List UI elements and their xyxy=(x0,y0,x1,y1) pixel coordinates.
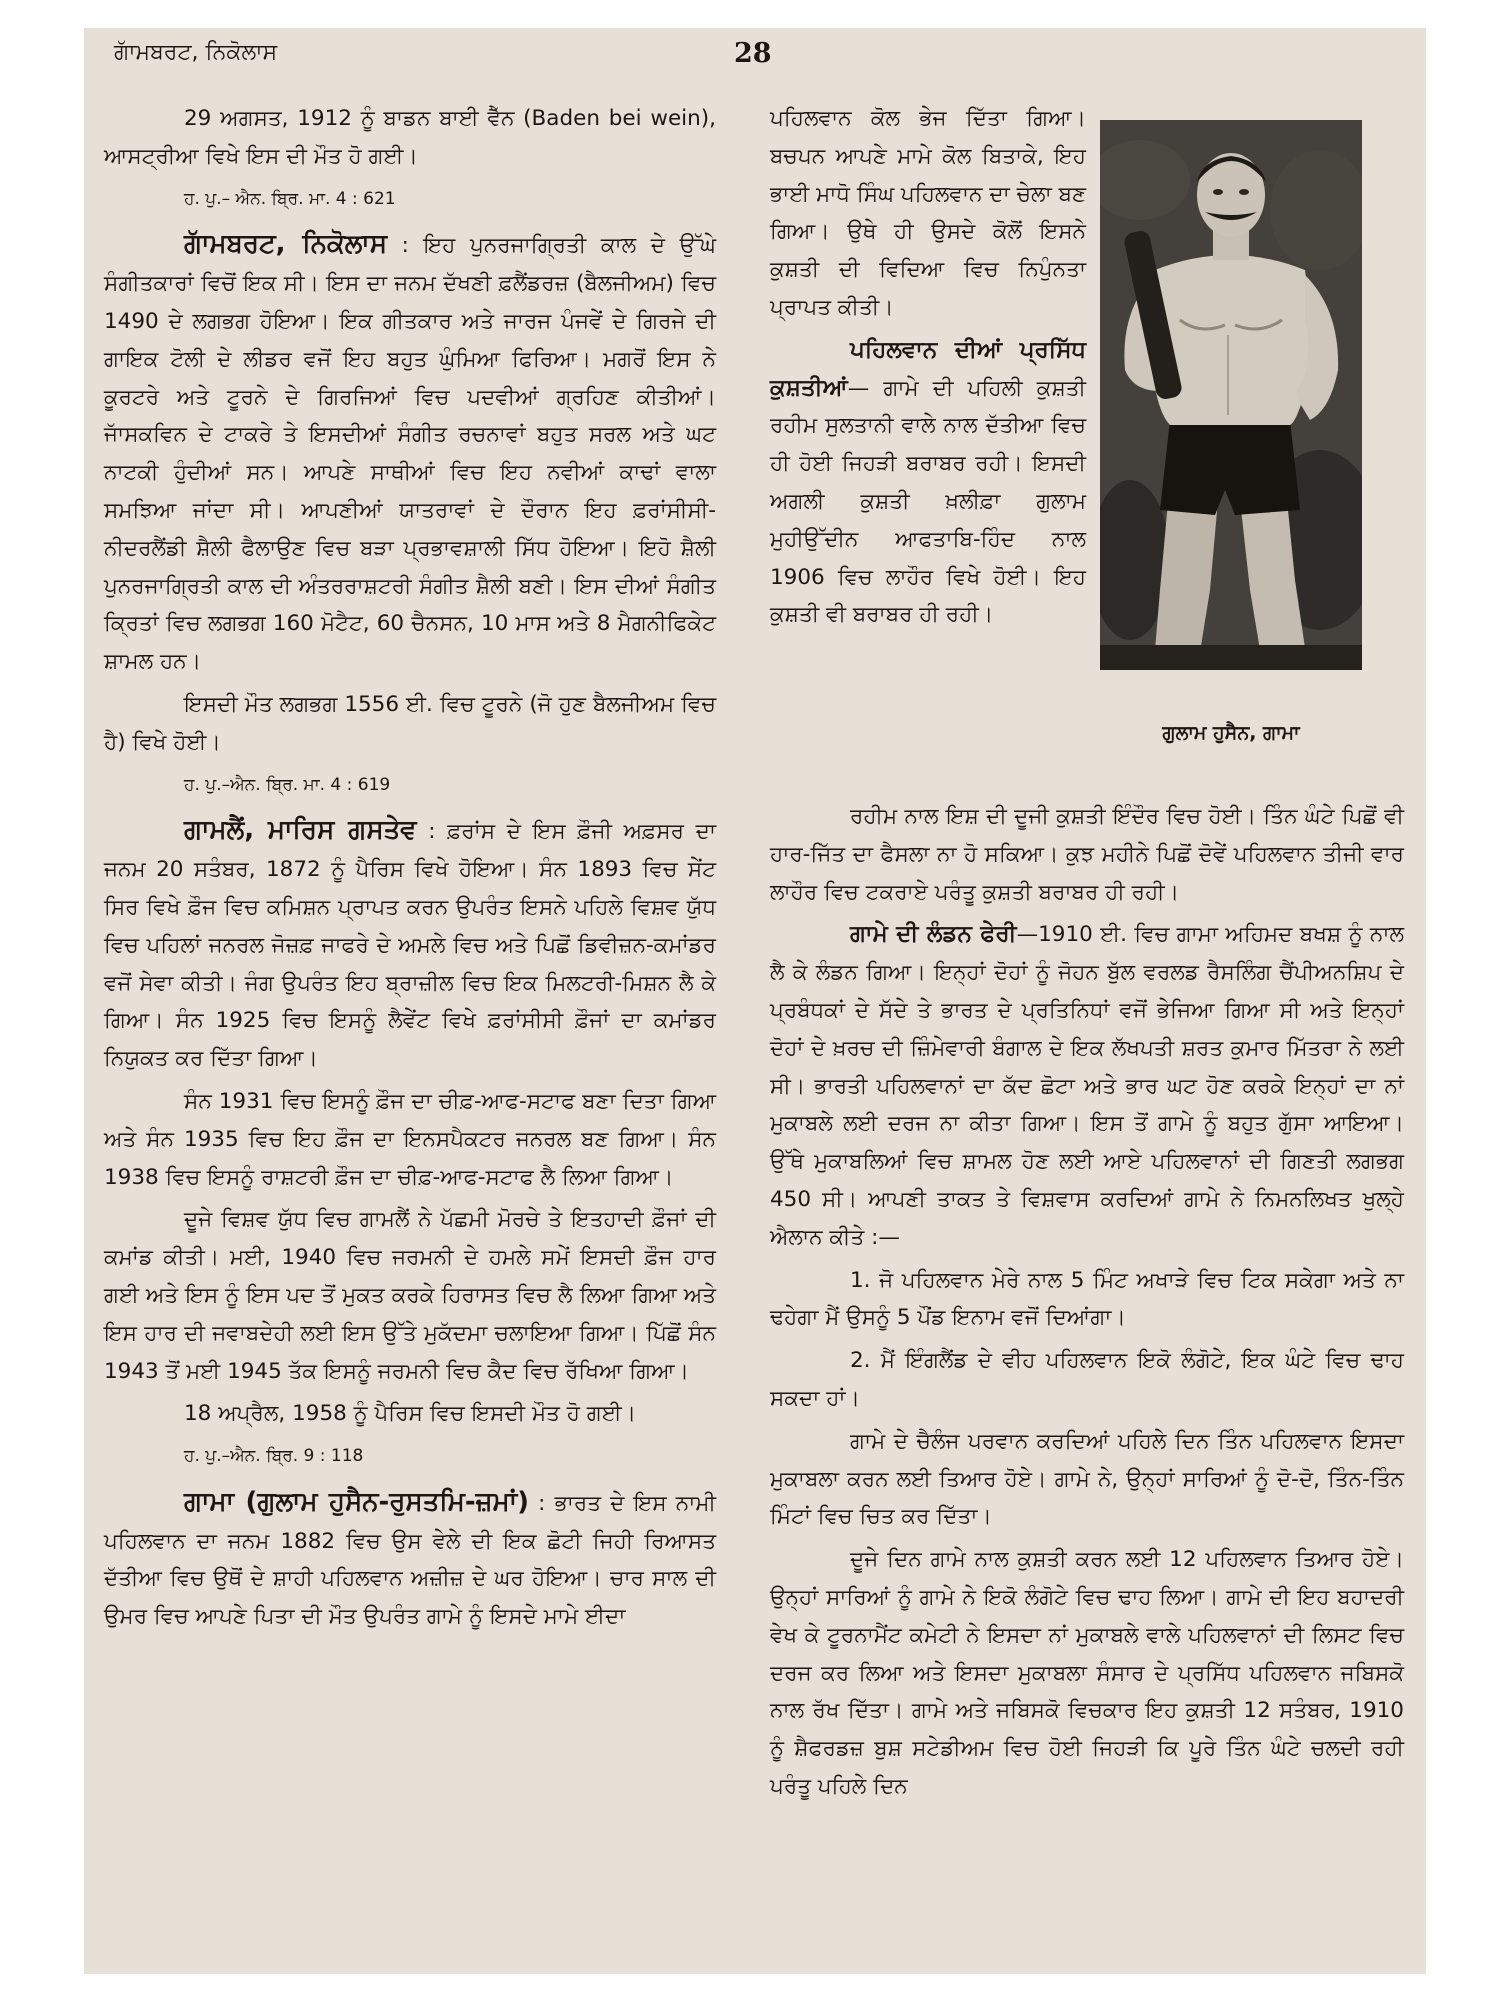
subsection-famous-bouts xyxy=(770,332,1086,634)
subsection-text: — ਗਾਮੇ ਦੀ ਪਹਿਲੀ ਕੁਸ਼ਤੀ ਰਹੀਮ ਸੁਲਤਾਨੀ ਵਾਲੇ ਨਾਲ ਦੱਤੀਆ ਵਿਚ ਹੀ ਹੋਈ ਜਿਹੜੀ ਬਰਾਬਰ ਰਹੀ। ਇਸਦੀ ਅਗਲੀ ਕੁਸ਼ਤੀ ਖ਼ਲੀਫ਼ਾ ਗੁਲਾਮ ਮੁਹੀਉੱਦੀਨ ਆਫਤਾਬਿ-ਹਿੰਦ ਨਾਲ 1906 ਵਿਚ ਲਾਹੌਰ ਵਿਖੇ ਹੋਈ। ਇਹ ਕੁਸ਼ਤੀ ਵੀ ਬਰਾਬਰ ਹੀ ਰਹੀ। xyxy=(770,375,1086,628)
running-head: ਗਾੱਮਬਰਟ, ਨਿਕੋਲਾਸ xyxy=(114,40,278,65)
reference: ਹ. ਪੁ.–ਐਨ. ਬ੍ਰਿ. 9 : 118 xyxy=(184,1446,364,1467)
paragraph: 18 ਅਪ੍ਰੈਲ, 1958 ਨੂੰ ਪੈਰਿਸ ਵਿਚ ਇਸਦੀ ਮੌਤ ਹੋ ਗਈ। xyxy=(184,1401,637,1427)
paragraph: ਦੂਜੇ ਦਿਨ ਗਾਮੇ ਨਾਲ ਕੁਸ਼ਤੀ ਕਰਨ ਲਈ 12 ਪਹਿਲਵਾਨ ਤਿਆਰ ਹੋਏ। ਉਨ੍ਹਾਂ ਸਾਰਿਆਂ ਨੂੰ ਗਾਮੇ ਨੇ ਇਕੋ ਲੰਗੋਟੇ ਵਿਚ ਢਾਹ ਲਿਆ। ਗਾਮੇ ਦੀ ਇਹ ਬਹਾਦਰੀ ਵੇਖ ਕੇ ਟੂਰਨਾਮੈਂਟ ਕਮੇਟੀ ਨੇ ਇਸਦਾ ਨਾਂ ਮੁਕਾਬਲੇ ਵਾਲੇ ਪਹਿਲਵਾਨਾਂ ਦੀ ਲਿਸਟ ਵਿਚ ਦਰਜ ਕਰ ਲਿਆ ਅਤੇ ਇਸਦਾ ਮੁਕਾਬਲਾ ਸੰਸਾਰ ਦੇ ਪ੍ਰਸਿੱਧ ਪਹਿਲਵਾਨ ਜਬਿਸਕੋ ਨਾਲ ਰੱਖ ਦਿੱਤਾ। ਗਾਮੇ ਅਤੇ ਜਬਿਸਕੋ ਵਿਚਕਾਰ ਇਹ ਕੁਸ਼ਤੀ 12 ਸਤੰਬਰ, 1910 ਨੂੰ ਸ਼ੈਫਰਡਜ਼ ਬੁਸ਼ ਸਟੇਡੀਅਮ ਵਿਚ ਹੋਈ ਜਿਹੜੀ ਕਿ ਪੂਰੇ ਤਿੰਨ ਘੰਟੇ ਚਲਦੀ ਰਹੀ ਪਰੰਤੂ ਪਹਿਲੇ ਦਿਨ xyxy=(770,1547,1404,1799)
right-column-bottom xyxy=(770,798,1404,1811)
entry-gama xyxy=(104,1484,716,1636)
photo-caption: ਗੁਲਾਮ ਹੁਸੈਨ, ਗਾਮਾ xyxy=(1162,722,1300,744)
subsection-london-visit xyxy=(770,916,1404,1256)
right-column-top xyxy=(770,100,1086,639)
subsection-heading: ਪਹਿਲਵਾਨ ਦੀਆਂ ਪ੍ਰਸਿੱਧ ਕੁਸ਼ਤੀਆਂ xyxy=(770,336,1086,401)
reference: ਹ. ਪੁ.–ਐਨ. ਬ੍ਰਿ. ਮਾ. 4 : 619 xyxy=(184,774,391,795)
entry-headword: ਗਾਮਲੈਂ, ਮਾਰਿਸ ਗਸਤੇਵ xyxy=(184,815,417,846)
entry-text: : ਫ਼ਰਾਂਸ ਦੇ ਇਸ ਫ਼ੌਜੀ ਅਫ਼ਸਰ ਦਾ ਜਨਮ 20 ਸਤੰਬਰ, 1872 ਨੂੰ ਪੈਰਿਸ ਵਿਖੇ ਹੋਇਆ। ਸੰਨ 1893 ਵਿਚ ਸੇਂਟ ਸਿਰ ਵਿਖੇ ਫ਼ੌਜ ਵਿਚ ਕਮਿਸ਼ਨ ਪ੍ਰਾਪਤ ਕਰਨ ਉਪਰੰਤ ਇਸਨੇ ਪਹਿਲੇ ਵਿਸ਼ਵ ਯੁੱਧ ਵਿਚ ਪਹਿਲਾਂ ਜਨਰਲ ਜੋਜ਼ਫ਼ ਜਾਫਰੇ ਦੇ ਅਮਲੇ ਵਿਚ ਅਤੇ ਪਿਛੋਂ ਡਿਵੀਜ਼ਨ-ਕਮਾਂਡਰ ਵਜੋਂ ਸੇਵਾ ਕੀਤੀ। ਜੰਗ ਉਪਰੰਤ ਇਹ ਬ੍ਰਾਜ਼ੀਲ ਵਿਚ ਇਕ ਮਿਲਟਰੀ-ਮਿਸ਼ਨ ਲੈ ਕੇ ਗਿਆ। ਸੰਨ 1925 ਵਿਚ ਇਸਨੂੰ ਲੈਵੇਂਟ ਵਿਖੇ ਫ਼ਰਾਂਸੀਸੀ ਫ਼ੌਜਾਂ ਦਾ ਕਮਾਂਡਰ ਨਿਯੁਕਤ ਕਰ ਦਿੱਤਾ ਗਿਆ। xyxy=(104,819,716,1072)
paragraph: ਸੰਨ 1931 ਵਿਚ ਇਸਨੂੰ ਫ਼ੌਜ ਦਾ ਚੀਫ਼-ਆਫ-ਸਟਾਫ ਬਣਾ ਦਿਤਾ ਗਿਆ ਅਤੇ ਸੰਨ 1935 ਵਿਚ ਇਹ ਫ਼ੌਜ ਦਾ ਇਨਸਪੈਕਟਰ ਜਨਰਲ ਬਣ ਗਿਆ। ਸੰਨ 1938 ਵਿਚ ਇਸਨੂੰ ਰਾਸ਼ਟਰੀ ਫ਼ੌਜ ਦਾ ਚੀਫ਼-ਆਫ-ਸਟਾਫ ਲੈ ਲਿਆ ਗਿਆ। xyxy=(104,1088,716,1190)
entry-gamelin xyxy=(104,812,716,1078)
paragraph: 29 ਅਗਸਤ, 1912 ਨੂੰ ਬਾਡਨ ਬਾਈ ਵੈੱਨ (Baden bei wein), ਆਸਟ੍ਰੀਆ ਵਿਖੇ ਇਸ ਦੀ ਮੌਤ ਹੋ ਗਈ। xyxy=(104,106,716,169)
page-number: 28 xyxy=(734,38,772,69)
paragraph: ਦੂਜੇ ਵਿਸ਼ਵ ਯੁੱਧ ਵਿਚ ਗਾਮਲੈਂ ਨੇ ਪੱਛਮੀ ਮੋਰਚੇ ਤੇ ਇਤਹਾਦੀ ਫ਼ੌਜਾਂ ਦੀ ਕਮਾਂਡ ਕੀਤੀ। ਮਈ, 1940 ਵਿਚ ਜਰਮਨੀ ਦੇ ਹਮਲੇ ਸਮੇਂ ਇਸਦੀ ਫ਼ੌਜ ਹਾਰ ਗਈ ਅਤੇ ਇਸ ਨੂੰ ਇਸ ਪਦ ਤੋਂ ਮੁਕਤ ਕਰਕੇ ਹਿਰਾਸਤ ਵਿਚ ਲੈ ਲਿਆ ਗਿਆ ਅਤੇ ਇਸ ਹਾਰ ਦੀ ਜਵਾਬਦੇਹੀ ਲਈ ਇਸ ਉੱਤੇ ਮੁਕੱਦਮਾ ਚਲਾਇਆ ਗਿਆ। ਪਿੱਛੋਂ ਸੰਨ 1943 ਤੋਂ ਮਈ 1945 ਤੱਕ ਇਸਨੂੰ ਜਰਮਨੀ ਵਿਚ ਕੈਦ ਵਿਚ ਰੱਖਿਆ ਗਿਆ। xyxy=(104,1207,716,1384)
scanned-page xyxy=(84,28,1426,1974)
list-item: 1. ਜੋ ਪਹਿਲਵਾਨ ਮੇਰੇ ਨਾਲ 5 ਮਿੰਟ ਅਖਾੜੇ ਵਿਚ ਟਿਕ ਸਕੇਗਾ ਅਤੇ ਨਾ ਢਹੇਗਾ ਮੈਂ ਉਸਨੂੰ 5 ਪੌਂਡ ਇਨਾਮ ਵਜੋਂ ਦਿਆਂਗਾ। xyxy=(770,1267,1404,1331)
photo-figure xyxy=(1100,120,1362,744)
wrestler-photo xyxy=(1100,120,1362,670)
entry-text: : ਭਾਰਤ ਦੇ ਇਸ ਨਾਮੀ ਪਹਿਲਵਾਨ ਦਾ ਜਨਮ 1882 ਵਿਚ ਉਸ ਵੇਲੇ ਦੀ ਇਕ ਛੋਟੀ ਜਿਹੀ ਰਿਆਸਤ ਦੱਤੀਆ ਵਿਚ ਉਥੋਂ ਦੇ ਸ਼ਾਹੀ ਪਹਿਲਵਾਨ ਅਜ਼ੀਜ਼ ਦੇ ਘਰ ਹੋਇਆ। ਚਾਰ ਸਾਲ ਦੀ ਉਮਰ ਵਿਚ ਆਪਣੇ ਪਿਤਾ ਦੀ ਮੌਤ ਉਪਰੰਤ ਗਾਮੇ ਨੂੰ ਇਸਦੇ ਮਾਮੇ ਈਦਾ xyxy=(104,1490,716,1630)
paragraph: ਪਹਿਲਵਾਨ ਕੋਲ ਭੇਜ ਦਿੱਤਾ ਗਿਆ। ਬਚਪਨ ਆਪਣੇ ਮਾਮੇ ਕੋਲ ਬਿਤਾਕੇ, ਇਹ ਭਾਈ ਮਾਧੋ ਸਿੰਘ ਪਹਿਲਵਾਨ ਦਾ ਚੇਲਾ ਬਣ ਗਿਆ। ਉਥੇ ਹੀ ਉਸਦੇ ਕੋਲੋਂ ਇਸਨੇ ਕੁਸ਼ਤੀ ਦੀ ਵਿਦਿਆ ਵਿਚ ਨਿਪੁੰਨਤਾ ਪ੍ਰਾਪਤ ਕੀਤੀ। xyxy=(770,106,1086,320)
paragraph: ਗਾਮੇ ਦੇ ਚੈਲੰਜ ਪਰਵਾਨ ਕਰਦਿਆਂ ਪਹਿਲੇ ਦਿਨ ਤਿੰਨ ਪਹਿਲਵਾਨ ਇਸਦਾ ਮੁਕਾਬਲਾ ਕਰਨ ਲਈ ਤਿਆਰ ਹੋਏ। ਗਾਮੇ ਨੇ, ਉਨ੍ਹਾਂ ਸਾਰਿਆਂ ਨੂੰ ਦੋ-ਦੋ, ਤਿੰਨ-ਤਿੰਨ ਮਿੰਟਾਂ ਵਿਚ ਚਿਤ ਕਰ ਦਿੱਤਾ। xyxy=(770,1428,1404,1530)
entry-headword: ਗਾੱਮਬਰਟ, ਨਿਕੋਲਾਸ xyxy=(184,229,388,260)
paragraph: ਰਹੀਮ ਨਾਲ ਇਸ਼ ਦੀ ਦੂਜੀ ਕੁਸ਼ਤੀ ਇੰਦੌਰ ਵਿਚ ਹੋਈ। ਤਿੰਨ ਘੰਟੇ ਪਿਛੋਂ ਵੀ ਹਾਰ-ਜਿੱਤ ਦਾ ਫੈਸਲਾ ਨਾ ਹੋ ਸਕਿਆ। ਕੁਝ ਮਹੀਨੇ ਪਿਛੋਂ ਦੋਵੇਂ ਪਹਿਲਵਾਨ ਤੀਜੀ ਵਾਰ ਲਾਹੌਰ ਵਿਚ ਟਕਰਾਏ ਪਰੰਤੂ ਕੁਸ਼ਤੀ ਬਰਾਬਰ ਹੀ ਰਹੀ। xyxy=(770,804,1404,905)
entry-headword: ਗਾਮਾ (ਗੁਲਾਮ ਹੁਸੈਨ-ਰੁਸਤਮਿ-ਜ਼ਮਾਂ) xyxy=(184,1486,529,1517)
subsection-text: —1910 ਈ. ਵਿਚ ਗਾਮਾ ਅਹਿਮਦ ਬਖਸ਼ ਨੂੰ ਨਾਲ ਲੈ ਕੇ ਲੰਡਨ ਗਿਆ। ਇਨ੍ਹਾਂ ਦੋਹਾਂ ਨੂੰ ਜੋਹਨ ਬੁੱਲ ਵਰਲਡ ਰੈਸਲਿੰਗ ਚੈਂਪੀਅਨਸ਼ਿਪ ਦੇ ਪ੍ਰਬੰਧਕਾਂ ਦੇ ਸੱਦੇ ਤੇ ਭਾਰਤ ਦੇ ਪ੍ਰਤਿਨਿਧਾਂ ਵਜੋਂ ਭੇਜਿਆ ਗਿਆ ਸੀ ਅਤੇ ਇਨ੍ਹਾਂ ਦੋਹਾਂ ਦੇ ਖ਼ਰਚ ਦੀ ਜ਼ਿੰਮੇਵਾਰੀ ਬੰਗਾਲ ਦੇ ਇਕ ਲੱਖਪਤੀ ਸ਼ਰਤ ਕੁਮਾਰ ਮਿੱਤਰਾ ਨੇ ਲਈ ਸੀ। ਭਾਰਤੀ ਪਹਿਲਵਾਨਾਂ ਦਾ ਕੱਦ ਛੋਟਾ ਅਤੇ ਭਾਰ ਘਟ ਹੋਣ ਕਰਕੇ ਇਨ੍ਹਾਂ ਦਾ ਨਾਂ ਮੁਕਾਬਲੇ ਲਈ ਦਰਜ ਨਾ ਕੀਤਾ ਗਿਆ। ਇਸ ਤੋਂ ਗਾਮੇ ਨੂੰ ਬਹੁਤ ਗੁੱਸਾ ਆਇਆ। ਉੱਥੇ ਮੁਕਾਬਲਿਆਂ ਵਿਚ ਸ਼ਾਮਲ ਹੋਣ ਲਈ ਆਏ ਪਹਿਲਵਾਨਾਂ ਦੀ ਗਿਣਤੀ ਲਗਭਗ 450 ਸੀ। ਆਪਣੀ ਤਾਕਤ ਤੇ ਵਿਸ਼ਵਾਸ ਕਰਦਿਆਂ ਗਾਮੇ ਨੇ ਨਿਮਨਲਿਖਤ ਖੁਲ੍ਹੇ ਐਲਾਨ ਕੀਤੇ :— xyxy=(770,922,1404,1250)
reference: ਹ. ਪੁ.– ਐਨ. ਬ੍ਰਿ. ਮਾ. 4 : 621 xyxy=(184,188,396,209)
subsection-heading: ਗਾਮੇ ਦੀ ਲੰਡਨ ਫੇਰੀ xyxy=(850,921,1017,948)
left-column xyxy=(104,100,716,1641)
paragraph: ਇਸਦੀ ਮੌਤ ਲਗਭਗ 1556 ਈ. ਵਿਚ ਟੂਰਨੇ (ਜੋ ਹੁਣ ਬੈਲਜੀਅਮ ਵਿਚ ਹੈ) ਵਿਖੇ ਹੋਈ। xyxy=(104,691,716,755)
list-item: 2. ਮੈਂ ਇੰਗਲੈਂਡ ਦੇ ਵੀਹ ਪਹਿਲਵਾਨ ਇਕੋ ਲੰਗੋਟੇ, ਇਕ ਘੰਟੇ ਵਿਚ ਢਾਹ ਸਕਦਾ ਹਾਂ। xyxy=(770,1348,1404,1411)
entry-text: : ਇਹ ਪੁਨਰਜਾਗ੍ਰਿਤੀ ਕਾਲ ਦੇ ਉੱਘੇ ਸੰਗੀਤਕਾਰਾਂ ਵਿਚੋਂ ਇਕ ਸੀ। ਇਸ ਦਾ ਜਨਮ ਦੱਖਣੀ ਫ਼ਲੈਂਡਰਜ਼ (ਬੈਲਜੀਅਮ) ਵਿਚ 1490 ਦੇ ਲਗਭਗ ਹੋਇਆ। ਇਕ ਗੀਤਕਾਰ ਅਤੇ ਜਾਰਜ ਪੰਜਵੇਂ ਦੇ ਗਿਰਜੇ ਦੀ ਗਾਇਕ ਟੋਲੀ ਦੇ ਲੀਡਰ ਵਜੋਂ ਇਹ ਬਹੁਤ ਘੁੰਮਿਆ ਫਿਰਿਆ। ਮਗਰੋਂ ਇਸ ਨੇ ਕੂਰਟਰੇ ਅਤੇ ਟੂਰਨੇ ਦੇ ਗਿਰਜਿਆਂ ਵਿਚ ਪਦਵੀਆਂ ਗ੍ਰਹਿਣ ਕੀਤੀਆਂ। ਜਾੱਸਕਵਿਨ ਦੇ ਟਾਕਰੇ ਤੇ ਇਸਦੀਆਂ ਸੰਗੀਤ ਰਚਨਾਵਾਂ ਬਹੁਤ ਸਰਲ ਅਤੇ ਘਟ ਨਾਟਕੀ ਹੁੰਦੀਆਂ ਸਨ। ਆਪਣੇ ਸਾਥੀਆਂ ਵਿਚ ਇਹ ਨਵੀਆਂ ਕਾਢਾਂ ਵਾਲਾ ਸਮਝਿਆ ਜਾਂਦਾ ਸੀ। ਆਪਣੀਆਂ ਯਾਤਰਾਵਾਂ ਦੇ ਦੌਰਾਨ ਇਹ ਫ਼ਰਾਂਸੀਸੀ-ਨੀਦਰਲੈਂਡੀ ਸ਼ੈਲੀ ਫੈਲਾਉਣ ਵਿਚ ਬੜਾ ਪ੍ਰਭਾਵਸ਼ਾਲੀ ਸਿੱਧ ਹੋਇਆ। ਇਹੋ ਸ਼ੈਲੀ ਪੁਨਰਜਾਗ੍ਰਿਤੀ ਕਾਲ ਦੀ ਅੰਤਰਰਾਸ਼ਟਰੀ ਸੰਗੀਤ ਸ਼ੈਲੀ ਬਣੀ। ਇਸ ਦੀਆਂ ਸੰਗੀਤ ਕ੍ਰਿਤਾਂ ਵਿਚ ਲਗਭਗ 160 ਮੋਟੈਟ, 60 ਚੈਨਸਨ, 10 ਮਾਸ ਅਤੇ 8 ਮੈਗਨੀਫਿਕੇਟ ਸ਼ਾਮਲ ਹਨ। xyxy=(104,233,716,675)
entry-gombert xyxy=(104,226,716,681)
